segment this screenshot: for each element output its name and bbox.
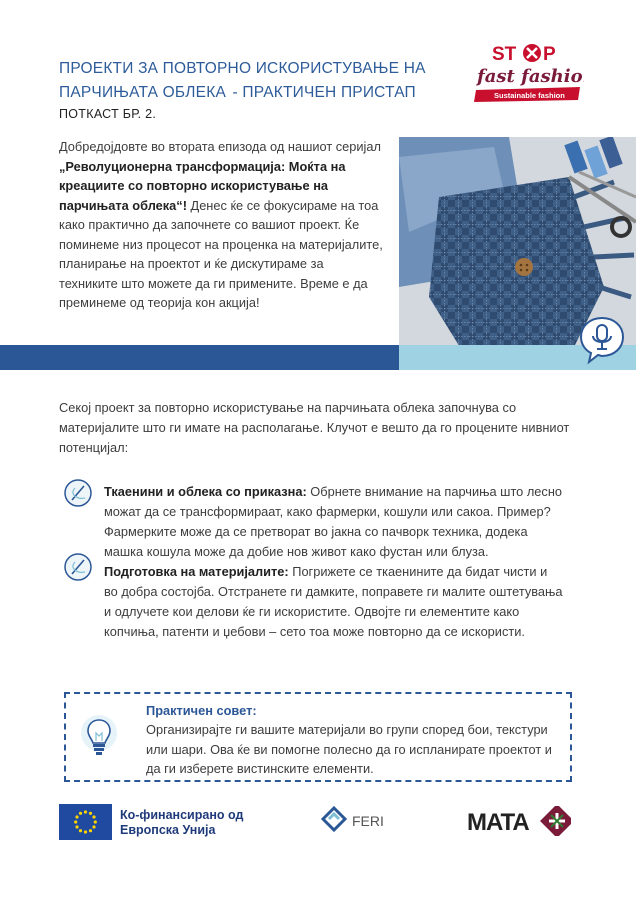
materials-paragraph: Секој проект за повторно искористување на парчињата облека започнува со материјалите што ги имате на располагање. Клучот е вешто да го процените нивниот потенцијал: — [59, 400, 570, 455]
intro-rest: Денес ќе се фокусираме на тоа како практично да започнете со вашиот проект. Ќе поминеме низ процесот на проценка на материјалите, планирање на проектот и ќе дискутираме за техниките што можете да ги примените. Време е да преминеме од теорија кон акција! — [59, 197, 383, 310]
tip-text: Организирајте ги вашите материјали во групи според бои, текстури или шари. Ова ќе ви помогне полесно да го испланирате проектот и да ги изберете вистинските елементи. — [146, 722, 552, 776]
list-item — [104, 562, 564, 642]
decorative-band-dark — [0, 345, 399, 370]
microphone-icon — [576, 314, 628, 366]
needle-thread-icon — [63, 552, 93, 582]
bullet-heading: Подготовка на материјалите: — [104, 564, 289, 579]
intro-paragraph — [59, 137, 384, 313]
eu-line-2: Европска Унија — [120, 823, 216, 837]
bullet-heading: Ткаенини и облека со приказна: — [104, 484, 307, 499]
svg-text:fast fashion: fast fashion — [477, 66, 584, 87]
svg-text:Sustainable fashion: Sustainable fashion — [494, 91, 565, 100]
title-line-2 — [59, 81, 459, 105]
feri-logo — [320, 805, 390, 837]
title-line-2b: - ПРАКТИЧЕН ПРИСТАП — [227, 84, 416, 101]
bullet-text: Обрнете внимание на парчиња што лесно можат да се трансформираат, како фармерки, кошули или сакоа. Пример? Фармерките може да се претворат во јакна со пачворк техника, додека машка кошула може да добие нов живот како фустан или блуза. — [104, 484, 563, 559]
svg-text:P: P — [543, 44, 556, 65]
title-line-1: ПРОЕКТИ ЗА ПОВТОРНО ИСКОРИСТУВАЊЕ НА — [59, 60, 426, 77]
needle-thread-icon — [63, 478, 93, 508]
intro-series-title: „Револуционерна трансформација: Моќта на креациите со повторно искористување на парчињата облека“! — [59, 158, 346, 213]
intro-lead: Добредојдовте во втората епизода од нашиот серијал — [59, 139, 381, 154]
page-title — [59, 57, 459, 105]
eu-flag-icon — [59, 804, 112, 840]
mata-logo — [467, 806, 571, 836]
eu-line-1: Ко-финансирано од — [120, 808, 244, 822]
bullet-list — [104, 482, 564, 642]
podcast-number: ПОТКАСТ БР. 2. — [59, 107, 157, 121]
title-line-2a: ПАРЧИЊАТА ОБЛЕКА — [59, 84, 226, 101]
bullet-text: Погрижете се ткаенините да бидат чисти и во добра состојба. Отстранете ги дамките, поправете ги малите оштетувања и одлучете кои делови ќе ги искористите. Одвојте ги елементите како копчиња, патенти и џебови – сето тоа може повторно да се искористи. — [104, 564, 563, 639]
tip-title: Практичен совет: — [146, 703, 257, 718]
eu-cofunded-text — [120, 808, 243, 838]
feri-text: FERI — [352, 813, 384, 829]
lightbulb-icon — [79, 711, 119, 763]
list-item — [104, 482, 564, 562]
logo-stop-text: ST — [492, 44, 517, 65]
svg-text:MATA: MATA — [467, 809, 529, 836]
stop-fast-fashion-logo — [472, 40, 584, 110]
